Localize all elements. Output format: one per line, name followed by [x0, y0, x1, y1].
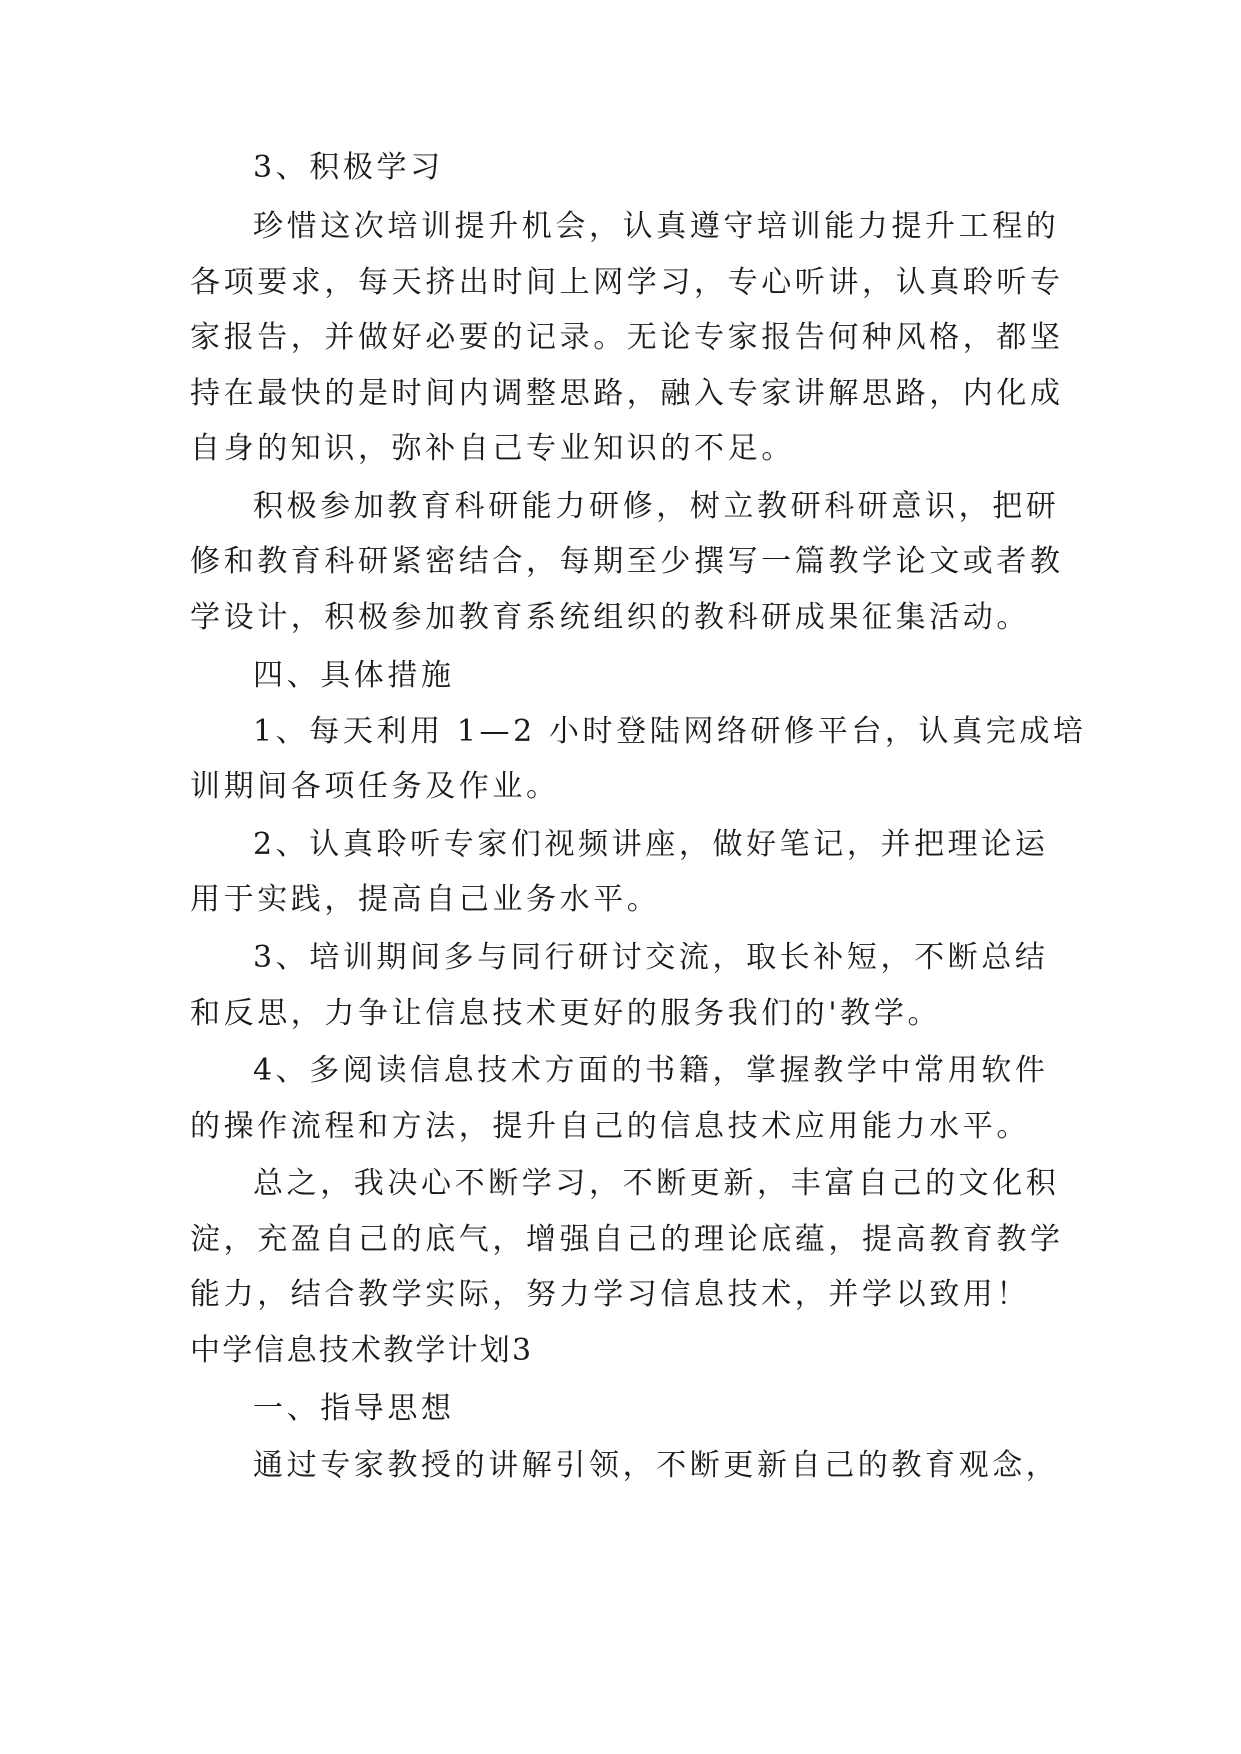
- paragraph-line: 持在最快的是时间内调整思路，融入专家讲解思路，内化成: [190, 376, 1064, 411]
- list-item-line: 和反思，力争让信息技术更好的服务我们的'教学。: [190, 996, 942, 1031]
- paragraph-line: 珍惜这次培训提升机会，认真遵守培训能力提升工程的: [253, 209, 1060, 244]
- list-item-line: 用于实践，提高自己业务水平。: [190, 882, 661, 917]
- paragraph-line: 学设计，积极参加教育系统组织的教科研成果征集活动。: [190, 600, 1030, 635]
- paragraph-line: 各项要求，每天挤出时间上网学习，专心听讲，认真聆听专: [190, 265, 1064, 300]
- list-item-line: 的操作流程和方法，提升自己的信息技术应用能力水平。: [190, 1109, 1030, 1144]
- list-item-line: 3、培训期间多与同行研讨交流，取长补短，不断总结: [253, 940, 1049, 975]
- paragraph-line: 自身的知识，弥补自己专业知识的不足。: [190, 431, 795, 466]
- paragraph-line: 家报告，并做好必要的记录。无论专家报告何种风格，都坚: [190, 320, 1064, 355]
- paragraph-line: 淀，充盈自己的底气，增强自己的理论底蕴，提高教育教学: [190, 1222, 1064, 1257]
- section-heading-active-learning: 3、积极学习: [253, 150, 444, 185]
- list-item-line: 2、认真聆听专家们视频讲座，做好笔记，并把理论运: [253, 827, 1049, 862]
- list-item-line: 1、每天利用 1—2 小时登陆网络研修平台，认真完成培: [253, 714, 1087, 749]
- paragraph-line: 能力，结合教学实际，努力学习信息技术，并学以致用！: [190, 1277, 1030, 1312]
- paragraph-line: 通过专家教授的讲解引领，不断更新自己的教育观念，: [253, 1448, 1060, 1483]
- list-item-line: 4、多阅读信息技术方面的书籍，掌握教学中常用软件: [253, 1053, 1049, 1088]
- document-section-title: 中学信息技术教学计划3: [190, 1333, 534, 1368]
- section-heading-measures: 四、具体措施: [253, 658, 455, 693]
- paragraph-line: 总之，我决心不断学习，不断更新，丰富自己的文化积: [253, 1166, 1060, 1201]
- section-heading-guiding-ideology: 一、指导思想: [253, 1391, 455, 1426]
- list-item-line: 训期间各项任务及作业。: [190, 769, 560, 804]
- paragraph-line: 积极参加教育科研能力研修，树立教研科研意识，把研: [253, 489, 1060, 524]
- paragraph-line: 修和教育科研紧密结合，每期至少撰写一篇教学论文或者教: [190, 544, 1064, 579]
